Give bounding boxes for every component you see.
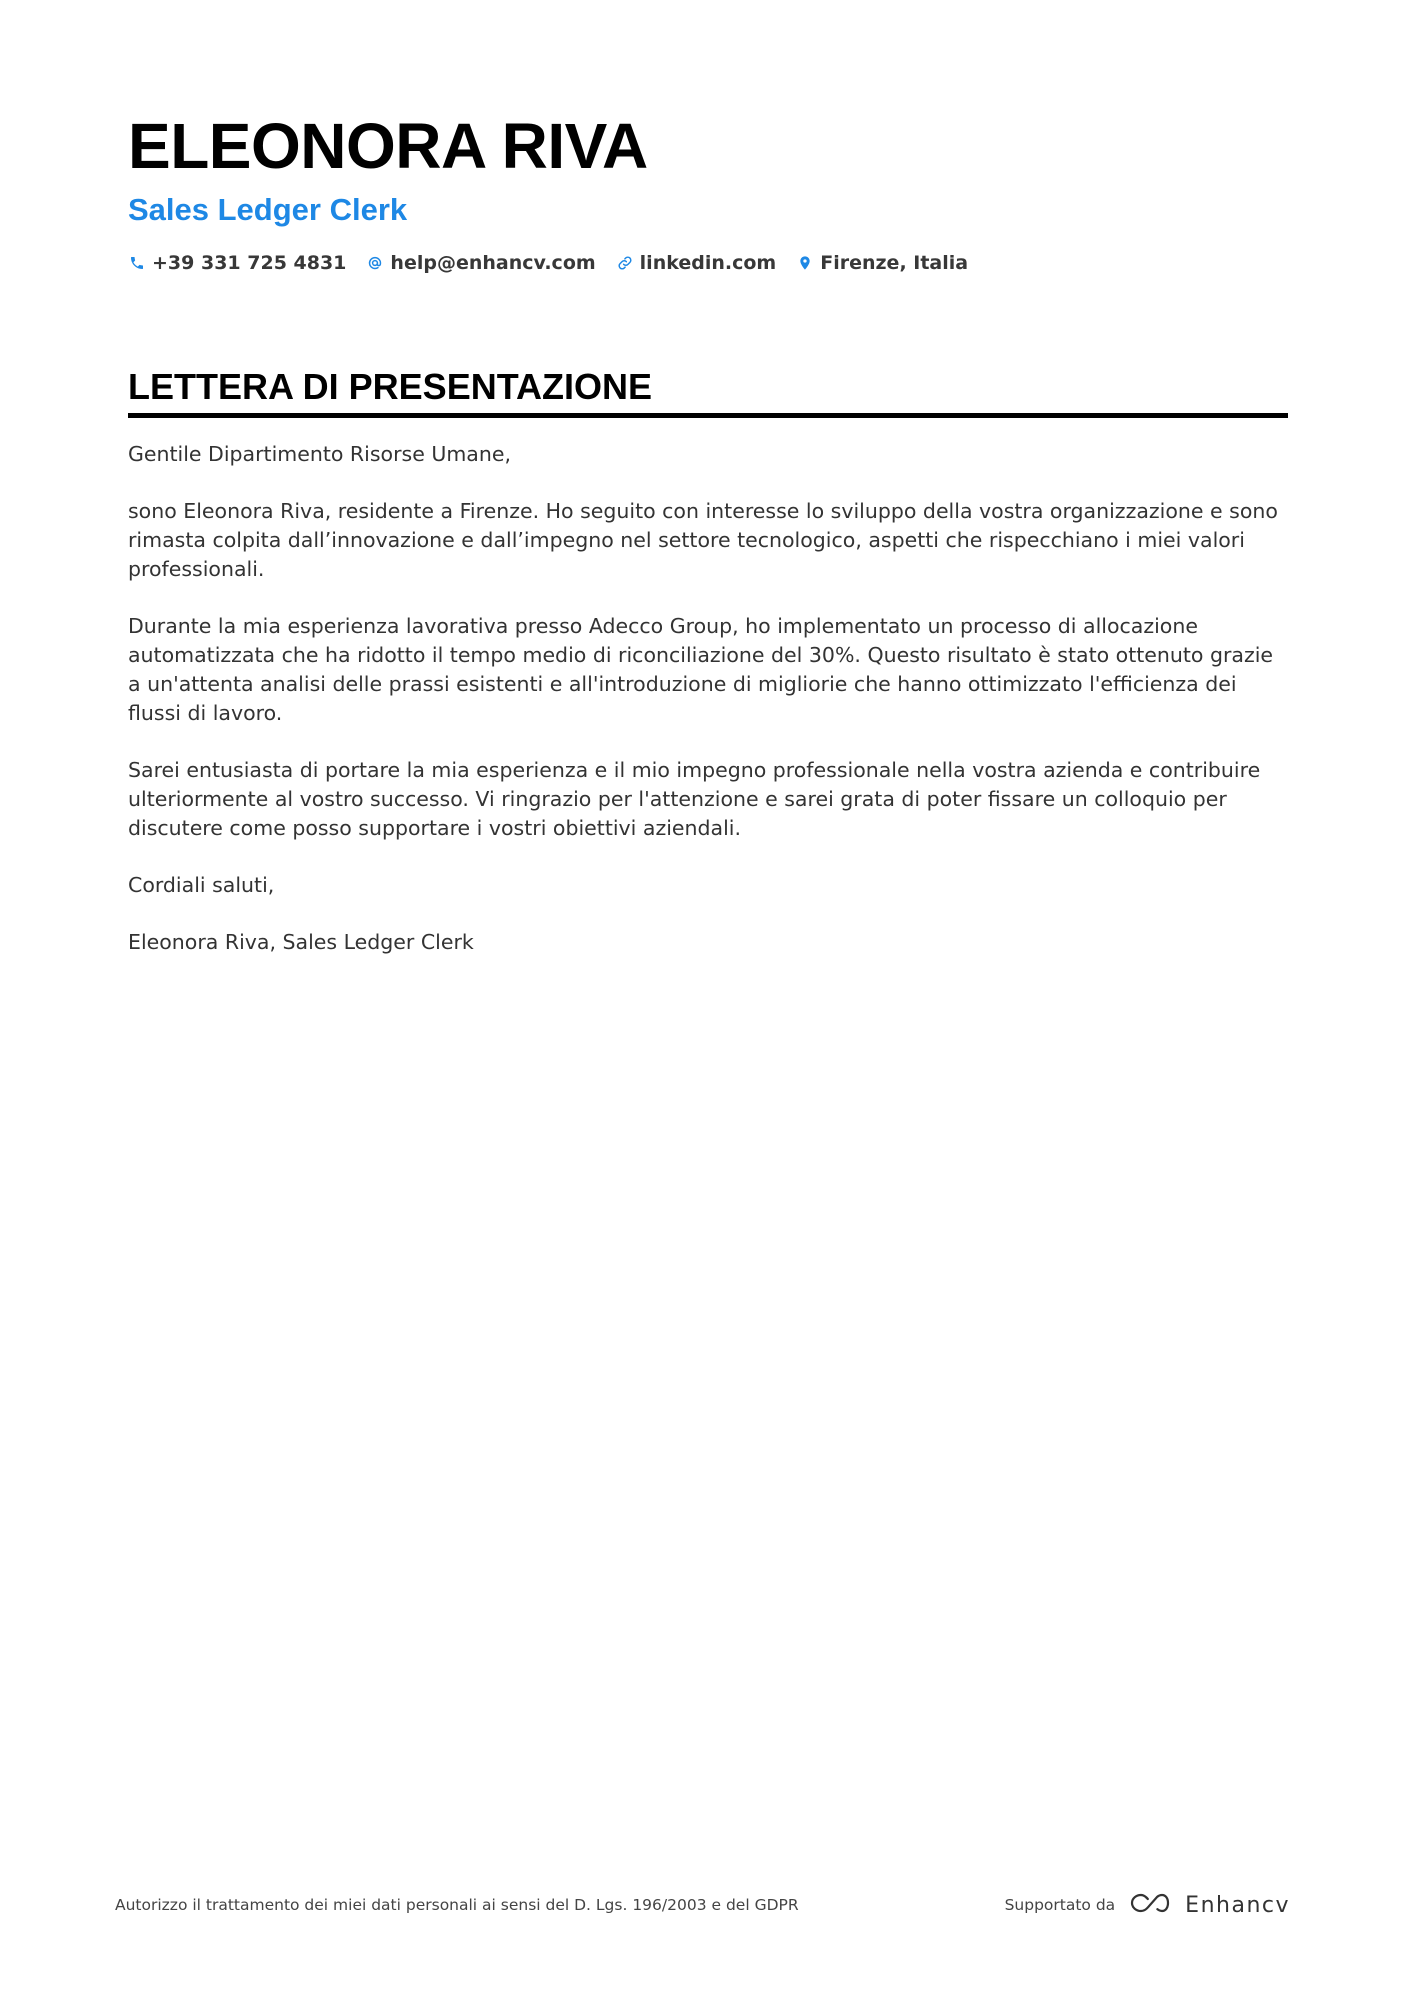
contact-linkedin[interactable] — [616, 252, 777, 274]
email-text: help@enhancv.com — [390, 252, 596, 274]
link-icon — [616, 254, 634, 272]
map-pin-icon — [796, 254, 814, 272]
at-icon — [366, 254, 384, 272]
candidate-name: ELEONORA RIVA — [128, 110, 648, 182]
letter-paragraph: Sarei entusiasta di portare la mia esperienza e il mio impegno professionale nella vostra azienda e contribuire ulteriormente al vostro successo. Vi ringrazio per l'attenzione e sarei grata di poter fissare un colloquio per discutere come posso supportare i vostri obiettivi aziendali. — [128, 758, 1261, 840]
signature: Eleonora Riva, Sales Ledger Clerk — [128, 930, 474, 954]
header — [128, 110, 1288, 274]
contact-email[interactable] — [366, 252, 595, 274]
enhancv-logo-icon — [1127, 1890, 1173, 1920]
salutation: Gentile Dipartimento Risorse Umane, — [128, 442, 511, 466]
job-title: Sales Ledger Clerk — [128, 192, 408, 227]
contact-bar — [128, 252, 1288, 274]
letter-paragraph: Durante la mia esperienza lavorativa presso Adecco Group, ho implementato un processo di allocazione automatizzata che ha ridotto il tempo medio di riconciliazione del 30%. Questo risultato è stato ottenuto grazie a un'attenta analisi delle prassi esistenti e all'introduzione di migliorie che hanno ottimizzato l'efficienza dei flussi di lavoro. — [128, 614, 1274, 725]
section-title: LETTERA DI PRESENTAZIONE — [128, 365, 1288, 418]
contact-phone[interactable] — [128, 252, 346, 274]
privacy-consent: Autorizzo il trattamento dei miei dati personali ai sensi del D. Lgs. 196/2003 e del GDPR — [115, 1896, 799, 1914]
brand-name: Enhancv — [1185, 1892, 1290, 1918]
brand-lockup — [1127, 1890, 1290, 1920]
footer — [115, 1890, 1290, 1920]
phone-text: +39 331 725 4831 — [152, 252, 347, 274]
contact-location — [796, 252, 968, 274]
linkedin-text: linkedin.com — [639, 252, 777, 274]
phone-icon — [128, 254, 146, 272]
letter-paragraph: sono Eleonora Riva, residente a Firenze. Ho seguito con interesse lo sviluppo della vostra organizzazione e sono rimasta colpita dall’innovazione e dall’impegno nel settore tecnologico, aspetti che rispecchiano i miei valori professionali. — [128, 499, 1278, 581]
location-text: Firenze, Italia — [820, 252, 969, 274]
closing: Cordiali saluti, — [128, 873, 275, 897]
letter-body — [128, 440, 1288, 957]
letter-section — [128, 365, 1288, 985]
powered-by-label: Supportato da — [1004, 1896, 1116, 1914]
powered-by-link[interactable] — [1005, 1890, 1290, 1920]
